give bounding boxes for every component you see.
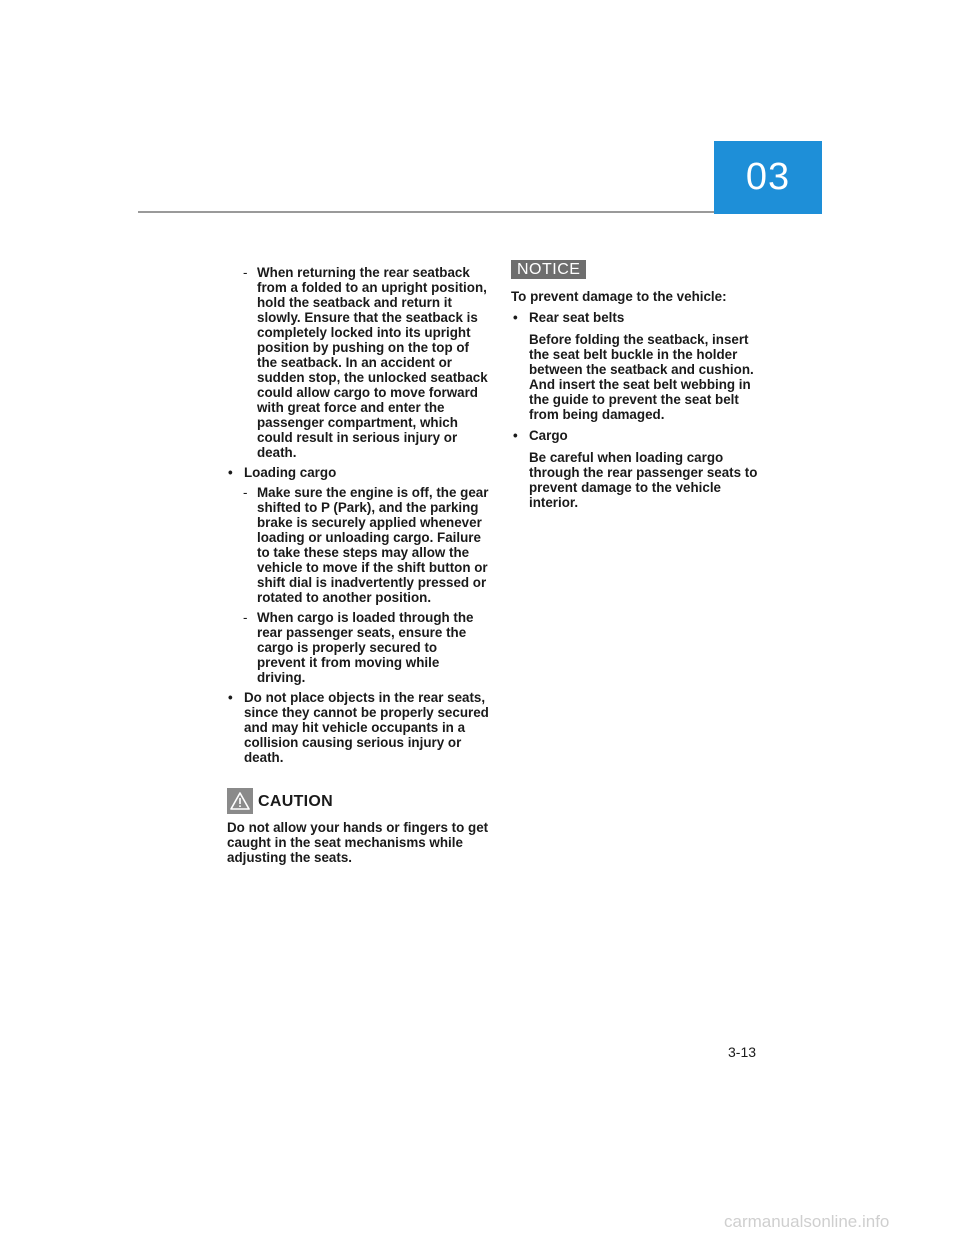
bullet-marker: • <box>513 428 518 443</box>
dash-marker: - <box>243 610 248 625</box>
notice-badge: NOTICE <box>511 260 586 279</box>
bullet-marker: • <box>228 690 233 705</box>
bullet-marker: • <box>513 310 518 325</box>
notice-item-heading: Cargo <box>529 428 568 443</box>
chapter-number: 03 <box>745 156 791 198</box>
list-item <box>511 310 767 422</box>
bullet-marker: • <box>228 465 233 480</box>
page-number: 3-13 <box>728 1044 757 1060</box>
notice-item-text: Before folding the seatback, insert the seat belt buckle in the holder between the seatback and cushion. And insert the seat belt webbing in the guide to prevent the seat belt from being damaged. <box>529 332 754 422</box>
notice-intro: To prevent damage to the vehicle: <box>511 289 727 304</box>
left-column <box>227 265 489 865</box>
caution-text: Do not allow your hands or fingers to get caught in the seat mechanisms while adjusting the seats. <box>227 820 489 865</box>
loading-cargo-item-1: Make sure the engine is off, the gear shifted to P (Park), and the parking brake is securely applied whenever loading or unloading cargo. Failure to take these steps may allow the vehicle to move if the shift button or shift dial is inadvertently pressed or rotated to another position. <box>257 485 489 605</box>
notice-item-text: Be careful when loading cargo through the rear passenger seats to prevent damage to the vehicle interior. <box>529 450 758 510</box>
list-item <box>511 428 767 510</box>
list-item <box>244 485 489 605</box>
header-rule <box>138 211 714 213</box>
caution-title: CAUTION <box>258 792 333 810</box>
list-item <box>227 690 489 765</box>
notice-item-heading: Rear seat belts <box>529 310 625 325</box>
warning-triangle-icon <box>227 788 253 814</box>
caution-header <box>227 788 489 814</box>
loading-cargo-sublist <box>244 485 489 685</box>
watermark: carmanualsonline.info <box>724 1212 890 1231</box>
seatback-warning-text: When returning the rear seatback from a folded to an upright position, hold the seatback and return it slowly. Ensure that the seatback is completely locked into its upright position by pushing on the top of the seatback. In an accident or sudden stop, the unlocked seatback could allow cargo to move forward with great force and enter the passenger compartment, which could result in serious injury or death. <box>257 265 488 460</box>
dash-marker: - <box>243 485 248 500</box>
loading-cargo-item-2: When cargo is loaded through the rear passenger seats, ensure the cargo is properly secured to prevent it from moving while driving. <box>257 610 474 685</box>
right-column <box>511 260 767 516</box>
list-item <box>244 610 489 685</box>
list-item <box>227 265 489 460</box>
list-item <box>227 465 489 685</box>
dash-marker: - <box>243 265 248 280</box>
loading-cargo-label: Loading cargo <box>244 465 337 480</box>
chapter-tab <box>714 141 822 214</box>
objects-warning-text: Do not place objects in the rear seats, since they cannot be properly secured and may hit vehicle occupants in a collision causing serious injury or death. <box>244 690 489 765</box>
